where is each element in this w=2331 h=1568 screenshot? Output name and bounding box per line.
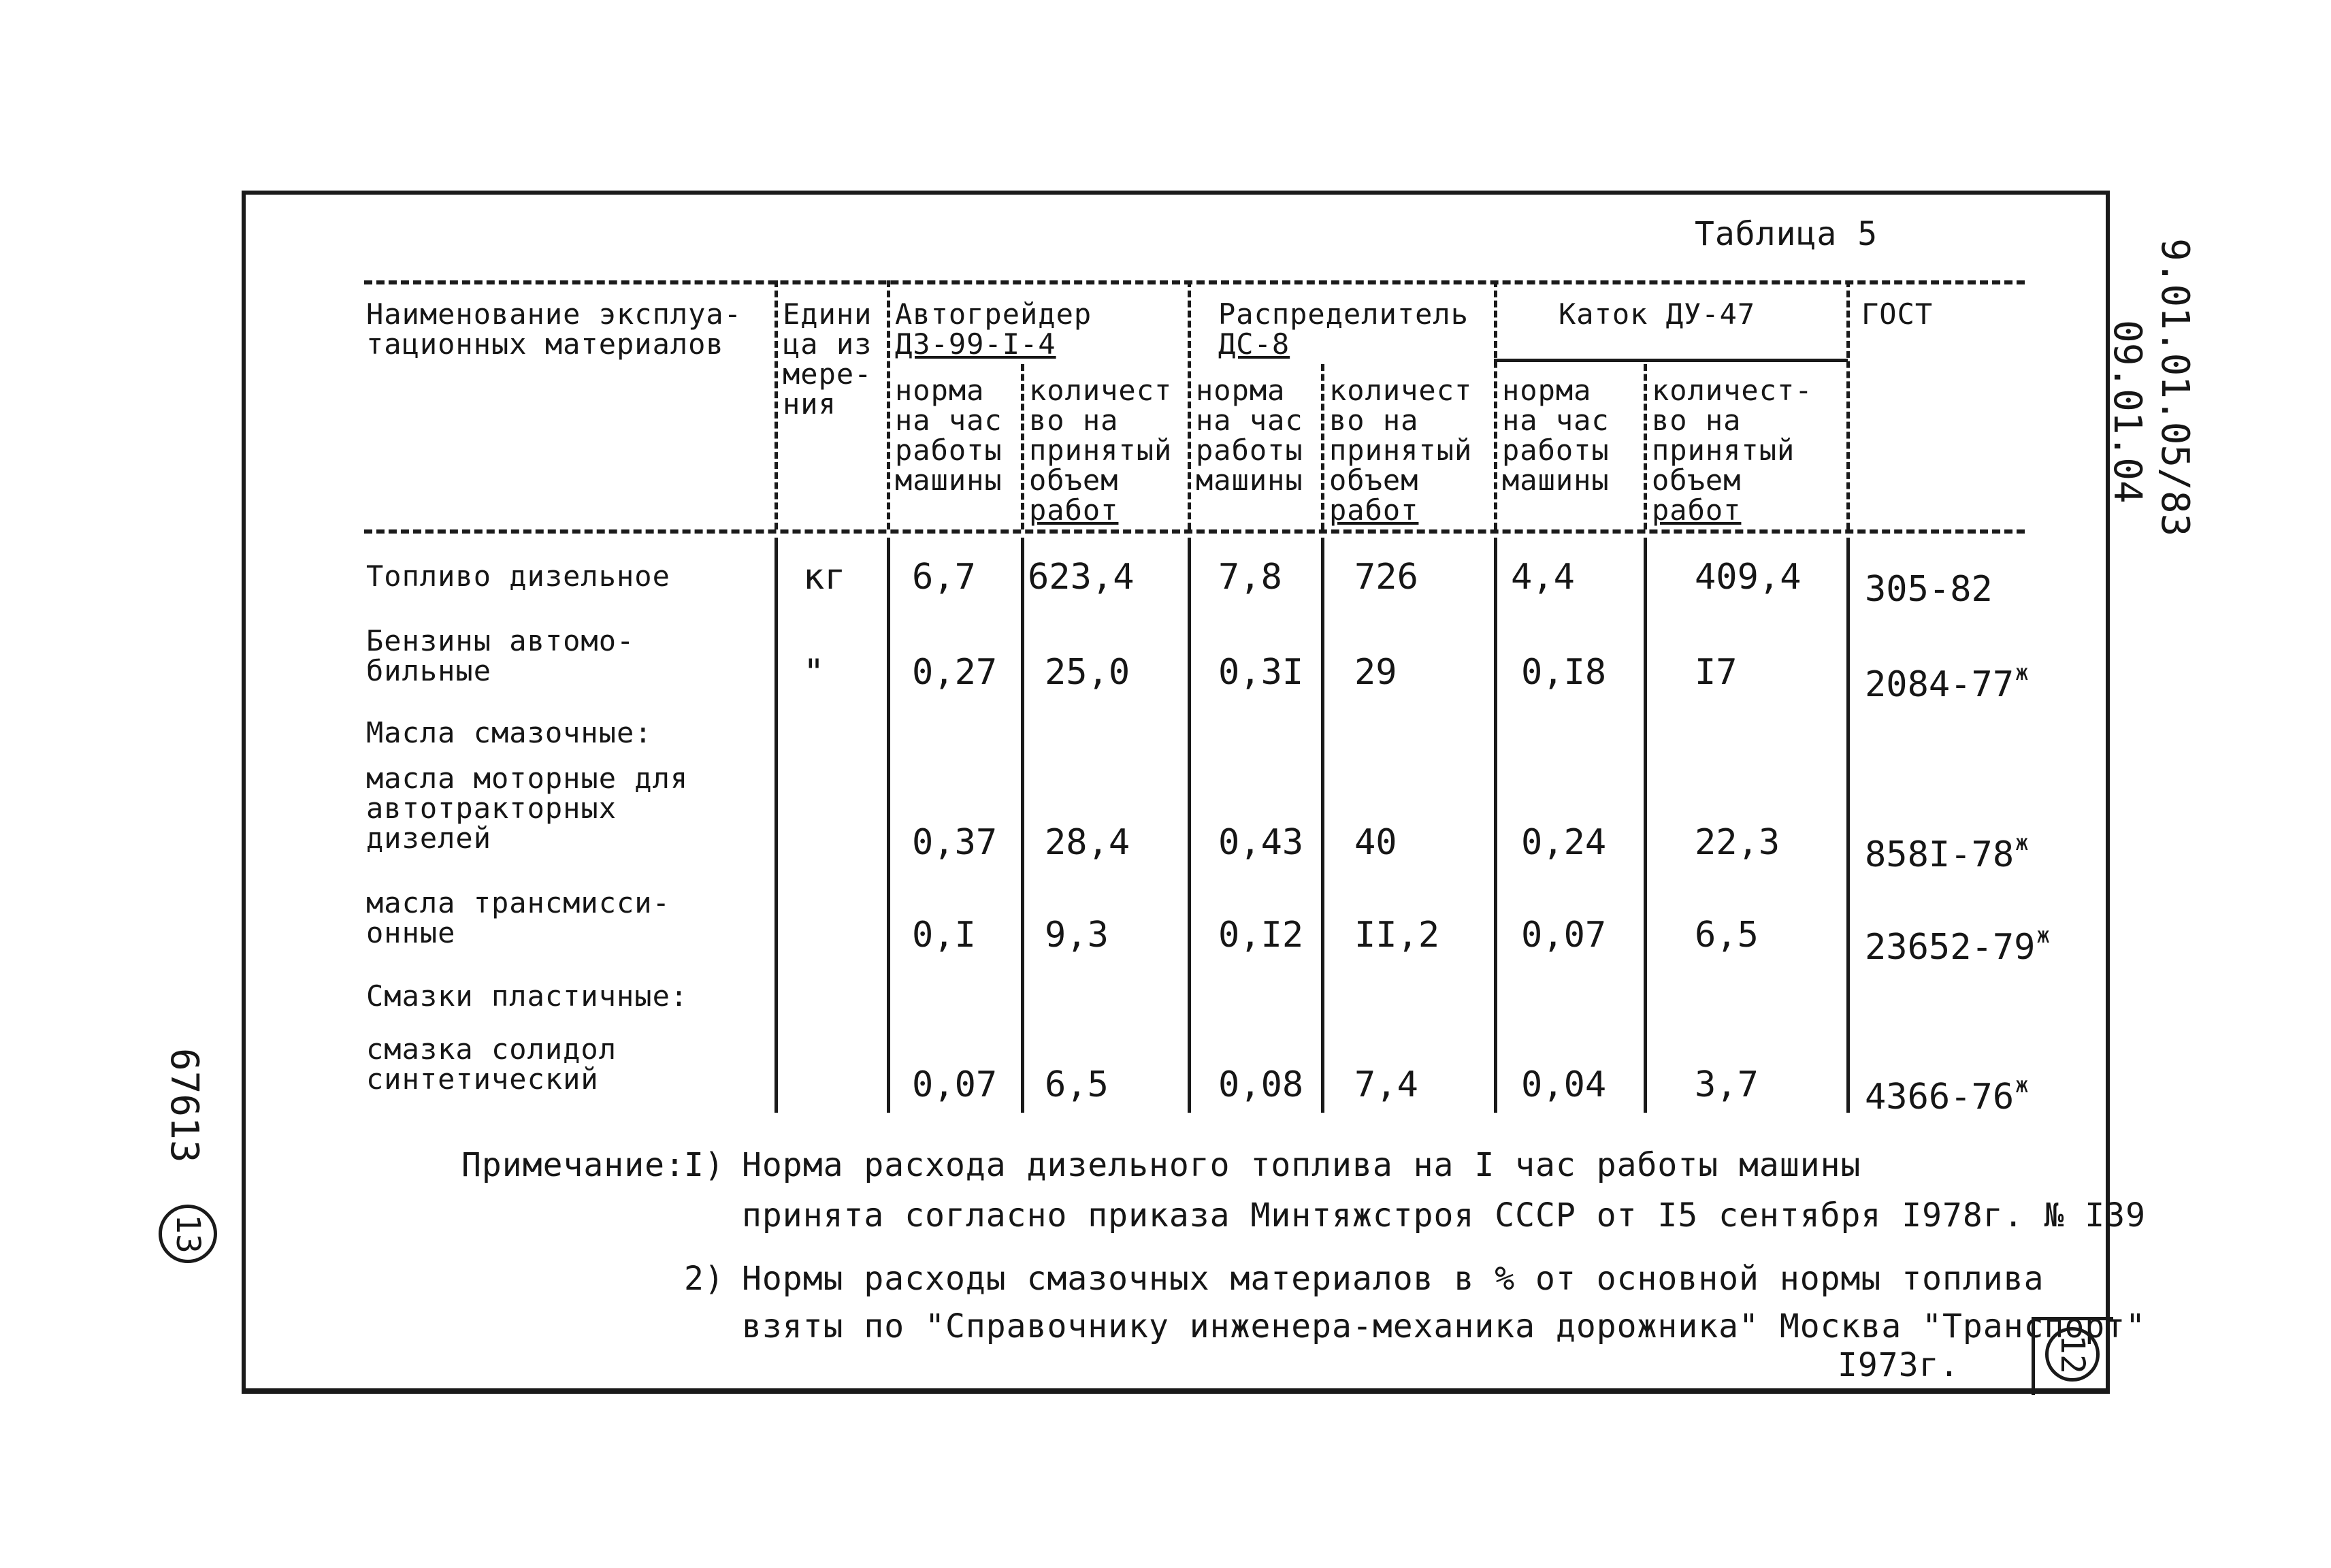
row-unit: кг bbox=[803, 557, 846, 598]
header-unit-line: ца из bbox=[783, 327, 873, 361]
doc-code: 9.01.01.05/83 bbox=[2153, 238, 2197, 537]
gost-asterisk: ж bbox=[2015, 659, 2029, 685]
subheader-line: машины bbox=[895, 463, 1003, 497]
col-divider-gost bbox=[1846, 280, 1850, 529]
header-machine1 bbox=[895, 299, 1092, 359]
cell-m1-qty: 25,0 bbox=[1045, 652, 1130, 693]
cell-m3-norm: 0,07 bbox=[1521, 915, 1607, 956]
subheader-line: работ bbox=[1652, 493, 1742, 527]
subheader-line: количест bbox=[1329, 374, 1473, 407]
note-2-line-3: I973г. bbox=[1838, 1346, 1960, 1384]
cell-m2-qty: 29 bbox=[1354, 652, 1397, 693]
cell-m1-qty: 9,3 bbox=[1045, 915, 1109, 956]
col-divider-m2-sub bbox=[1321, 364, 1324, 529]
body-divider-m1-sub bbox=[1021, 538, 1024, 1113]
header-machine2-line: Распределитель bbox=[1218, 297, 1469, 331]
cell-m3-qty: I7 bbox=[1695, 652, 1738, 693]
subheader-line: количест bbox=[1029, 374, 1173, 407]
row-name-line: Масла смазочные: bbox=[366, 716, 653, 749]
note-1-number: I) bbox=[684, 1146, 725, 1184]
subheader-line: работ bbox=[1029, 493, 1119, 527]
cell-m1-norm: 0,27 bbox=[912, 652, 998, 693]
row-name bbox=[366, 626, 634, 686]
row-name-line: масла моторные для bbox=[366, 762, 689, 795]
body-divider-unit bbox=[775, 538, 778, 1113]
header-machine1-line: Автогрейдер bbox=[895, 297, 1092, 331]
subheader-line: объем bbox=[1329, 463, 1419, 497]
row-name-line: Бензины автомо- bbox=[366, 624, 635, 657]
table-title: Таблица 5 bbox=[1695, 215, 1878, 253]
header-machine3-line: Каток ДУ-47 bbox=[1559, 297, 1756, 331]
subheader-line: на час bbox=[1196, 404, 1303, 437]
col-divider-m3-sub bbox=[1644, 364, 1647, 529]
section-label bbox=[366, 718, 653, 748]
subheader-line: во на bbox=[1029, 404, 1119, 437]
cell-gost bbox=[1865, 1067, 2028, 1115]
row-name bbox=[366, 561, 670, 591]
note-1-line-2: принята согласно приказа Минтяжстроя СССР от I5 сентября I978г. № I39 bbox=[742, 1196, 2146, 1235]
cell-m1-qty: 623,4 bbox=[1028, 557, 1135, 598]
margin-circle-number: 13 bbox=[169, 1214, 207, 1254]
note-2-number: 2) bbox=[684, 1260, 725, 1298]
side-code: 09.01.04 bbox=[2105, 320, 2149, 504]
row-name-line: бильные bbox=[366, 654, 492, 687]
cell-m3-qty: 3,7 bbox=[1695, 1064, 1759, 1105]
cell-m2-qty: 726 bbox=[1354, 557, 1418, 598]
cell-m2-qty: 7,4 bbox=[1354, 1064, 1418, 1105]
cell-m3-qty: 6,5 bbox=[1695, 915, 1759, 956]
subheader-line: работ bbox=[1329, 493, 1419, 527]
row-name-line: синтетический bbox=[366, 1062, 599, 1096]
row-name bbox=[366, 1034, 617, 1094]
cell-m2-norm: 0,I2 bbox=[1218, 915, 1304, 956]
cell-m3-norm: 0,24 bbox=[1521, 822, 1607, 863]
cell-m2-norm: 0,08 bbox=[1218, 1064, 1304, 1105]
header-machine3 bbox=[1559, 299, 1755, 329]
cell-m2-qty: 40 bbox=[1354, 822, 1397, 863]
subheader-line: машины bbox=[1196, 463, 1303, 497]
note-1-line-1: Норма расхода дизельного топлива на I час работы машины bbox=[742, 1146, 1861, 1184]
header-material bbox=[366, 299, 742, 359]
subheader-line: работы bbox=[1196, 434, 1303, 467]
gost-number: 4366-76 bbox=[1865, 1077, 2015, 1117]
header-machine1-line: ДЗ-99-I-4 bbox=[895, 327, 1056, 361]
subheader-line: объем bbox=[1652, 463, 1742, 497]
body-divider-m2-sub bbox=[1321, 538, 1324, 1113]
subheader-m3-norm bbox=[1502, 376, 1610, 495]
subheader-line: объем bbox=[1029, 463, 1119, 497]
row-name-line: Топливо дизельное bbox=[366, 559, 670, 593]
body-divider-m3 bbox=[1494, 538, 1497, 1113]
note-2-line-2: взяты по "Справочнику инженера-механика дорожника" Москва "Транспорт" bbox=[742, 1307, 2146, 1345]
row-name-line: смазка солидол bbox=[366, 1032, 617, 1066]
row-name-line: дизелей bbox=[366, 821, 492, 855]
cell-m3-qty: 22,3 bbox=[1695, 822, 1780, 863]
subheader-line: норма bbox=[1196, 374, 1286, 407]
header-machine2-line: ДС-8 bbox=[1218, 327, 1290, 361]
gost-asterisk: ж bbox=[2015, 1072, 2029, 1098]
margin-circle-stamp bbox=[159, 1205, 217, 1263]
col-divider-unit bbox=[775, 280, 778, 529]
row-name-line: Смазки пластичные: bbox=[366, 979, 689, 1013]
subheader-line: количест- bbox=[1652, 374, 1813, 407]
note-label: Примечание: bbox=[461, 1146, 685, 1184]
subheader-line: принятый bbox=[1652, 434, 1795, 467]
header-machine2 bbox=[1218, 299, 1469, 359]
subheader-line: принятый bbox=[1329, 434, 1473, 467]
cell-m3-norm: 0,04 bbox=[1521, 1064, 1607, 1105]
header-bottom-rule bbox=[364, 529, 2025, 534]
cell-m1-qty: 28,4 bbox=[1045, 822, 1130, 863]
header-unit-line: ния bbox=[783, 387, 836, 421]
row-name bbox=[366, 764, 688, 853]
subheader-m2-norm bbox=[1196, 376, 1303, 495]
row-name-line: масла трансмисси- bbox=[366, 886, 670, 919]
header-gost: ГОСТ bbox=[1861, 297, 1934, 331]
body-divider-gost bbox=[1846, 538, 1850, 1113]
cell-m1-norm: 6,7 bbox=[912, 557, 976, 598]
body-divider-m3-sub bbox=[1644, 538, 1647, 1113]
subheader-line: работы bbox=[1502, 434, 1610, 467]
col-divider-m2 bbox=[1188, 280, 1191, 529]
col-divider-m3 bbox=[1494, 280, 1497, 529]
katok-group-rule bbox=[1494, 359, 1848, 362]
cell-m1-norm: 0,I bbox=[912, 915, 976, 956]
section-label bbox=[366, 981, 688, 1011]
header-unit bbox=[783, 299, 872, 419]
row-name bbox=[366, 888, 670, 948]
cell-m2-norm: 7,8 bbox=[1218, 557, 1282, 598]
body-divider-m1 bbox=[887, 538, 890, 1113]
cell-m3-norm: 0,I8 bbox=[1521, 652, 1607, 693]
subheader-m1-norm bbox=[895, 376, 1003, 495]
subheader-line: принятый bbox=[1029, 434, 1173, 467]
subheader-m1-qty bbox=[1029, 376, 1172, 525]
gost-number: 23652-79 bbox=[1865, 927, 2036, 968]
page-number: 12 bbox=[2053, 1335, 2091, 1374]
subheader-line: машины bbox=[1502, 463, 1610, 497]
body-divider-m2 bbox=[1188, 538, 1191, 1113]
cell-m3-norm: 4,4 bbox=[1511, 557, 1575, 598]
gost-number: 305-82 bbox=[1865, 569, 1993, 610]
cell-m3-qty: 409,4 bbox=[1695, 557, 1802, 598]
subheader-line: норма bbox=[1502, 374, 1592, 407]
gost-number: 858I-78 bbox=[1865, 834, 2015, 875]
subheader-line: во на bbox=[1329, 404, 1419, 437]
subheader-m2-qty bbox=[1329, 376, 1472, 525]
header-material-line: тационных материалов bbox=[366, 327, 724, 361]
subheader-m3-qty bbox=[1652, 376, 1813, 525]
margin-number: 67613 bbox=[162, 1048, 206, 1163]
cell-m1-qty: 6,5 bbox=[1045, 1064, 1109, 1105]
cell-m2-norm: 0,43 bbox=[1218, 822, 1304, 863]
col-divider-m1 bbox=[887, 280, 890, 529]
subheader-line: на час bbox=[895, 404, 1003, 437]
cell-m1-norm: 0,07 bbox=[912, 1064, 998, 1105]
col-divider-m1-sub bbox=[1021, 364, 1024, 529]
header-material-line: Наименование эксплуа- bbox=[366, 297, 743, 331]
cell-m1-norm: 0,37 bbox=[912, 822, 998, 863]
cell-m2-norm: 0,3I bbox=[1218, 652, 1304, 693]
header-unit-line: мере- bbox=[783, 357, 873, 391]
cell-gost bbox=[1865, 917, 2050, 968]
gost-asterisk: ж bbox=[2015, 830, 2029, 855]
table-top-rule bbox=[364, 280, 2025, 284]
cell-gost bbox=[1865, 559, 1994, 610]
subheader-line: на час bbox=[1502, 404, 1610, 437]
cell-gost bbox=[1865, 825, 2029, 875]
note-2-line-1: Нормы расходы смазочных материалов в % от основной нормы топлива bbox=[742, 1260, 2044, 1298]
header-unit-line: Едини bbox=[783, 297, 873, 331]
row-name-line: онные bbox=[366, 916, 456, 949]
gost-number: 2084-77 bbox=[1865, 664, 2015, 705]
cell-m2-qty: II,2 bbox=[1354, 915, 1440, 956]
cell-gost bbox=[1865, 655, 2029, 705]
subheader-line: норма bbox=[895, 374, 985, 407]
subheader-line: работы bbox=[895, 434, 1003, 467]
row-name-line: автотракторных bbox=[366, 791, 617, 825]
subheader-line: во на bbox=[1652, 404, 1742, 437]
page-number-circle bbox=[2045, 1327, 2100, 1382]
gost-asterisk: ж bbox=[2036, 922, 2050, 948]
row-unit: " bbox=[803, 652, 825, 693]
